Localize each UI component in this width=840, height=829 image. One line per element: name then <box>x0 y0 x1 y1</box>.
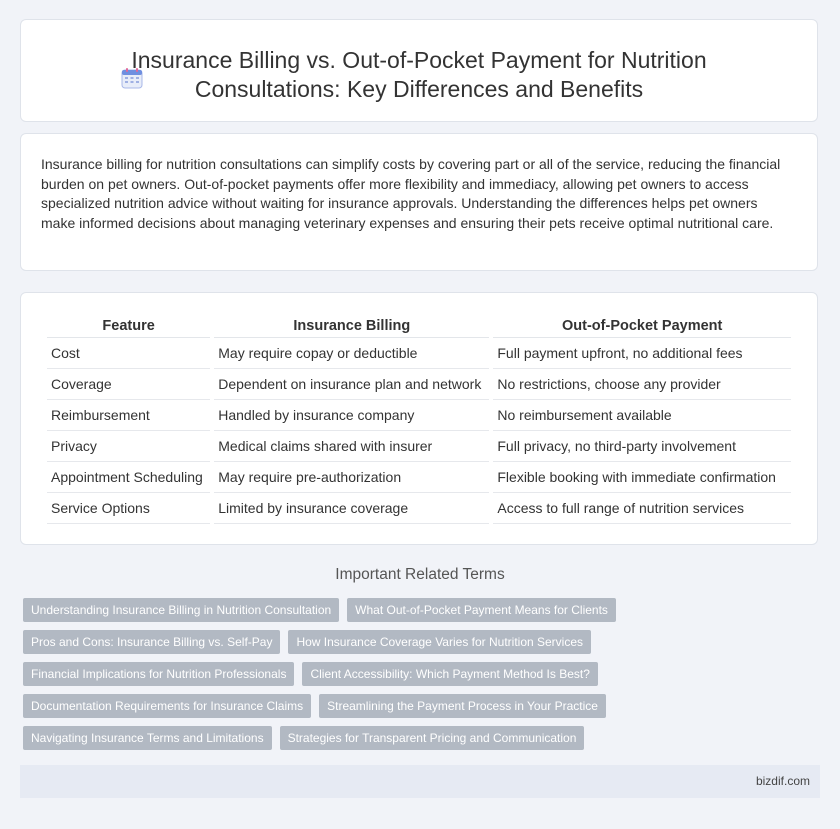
cell-out-of-pocket: Access to full range of nutrition services <box>493 493 791 524</box>
cell-feature: Cost <box>47 338 210 369</box>
table-row <box>47 338 791 369</box>
table-header-row <box>47 317 791 338</box>
title-card <box>20 19 818 122</box>
related-terms-row <box>23 662 598 686</box>
table-row <box>47 369 791 400</box>
cell-insurance: Dependent on insurance plan and network <box>214 369 489 400</box>
cell-insurance: Handled by insurance company <box>214 400 489 431</box>
header-feature: Feature <box>47 317 210 338</box>
related-term-link[interactable]: Pros and Cons: Insurance Billing vs. Self-Pay <box>23 630 280 654</box>
cell-out-of-pocket: No restrictions, choose any provider <box>493 369 791 400</box>
cell-out-of-pocket: Full privacy, no third-party involvement <box>493 431 791 462</box>
related-term-link[interactable]: Understanding Insurance Billing in Nutrition Consultation <box>23 598 339 622</box>
cell-out-of-pocket: Flexible booking with immediate confirmation <box>493 462 791 493</box>
table-row <box>47 400 791 431</box>
related-terms-row <box>23 630 591 654</box>
related-term-link[interactable]: Client Accessibility: Which Payment Method Is Best? <box>302 662 597 686</box>
page-title-line-2: Consultations: Key Differences and Benefits <box>194 76 644 102</box>
page-title <box>21 46 817 104</box>
table-row <box>47 462 791 493</box>
related-term-link[interactable]: What Out-of-Pocket Payment Means for Clients <box>347 598 616 622</box>
cell-out-of-pocket: No reimbursement available <box>493 400 791 431</box>
cell-insurance: May require copay or deductible <box>214 338 489 369</box>
table-row <box>47 431 791 462</box>
cell-insurance: Medical claims shared with insurer <box>214 431 489 462</box>
related-term-link[interactable]: Financial Implications for Nutrition Professionals <box>23 662 294 686</box>
related-terms-row <box>23 726 584 750</box>
comparison-table <box>43 317 795 524</box>
page-title-line-1: Insurance Billing vs. Out-of-Pocket Payment for Nutrition <box>131 47 707 73</box>
related-term-link[interactable]: Strategies for Transparent Pricing and Communication <box>280 726 585 750</box>
related-term-link[interactable]: Documentation Requirements for Insurance Claims <box>23 694 311 718</box>
related-terms-heading: Important Related Terms <box>335 566 505 583</box>
cell-feature: Service Options <box>47 493 210 524</box>
related-term-link[interactable]: Streamlining the Payment Process in Your Practice <box>319 694 606 718</box>
header-out-of-pocket: Out-of-Pocket Payment <box>493 317 791 338</box>
cell-feature: Appointment Scheduling <box>47 462 210 493</box>
footer-site-link[interactable]: bizdif.com <box>755 774 810 788</box>
cell-feature: Reimbursement <box>47 400 210 431</box>
footer <box>20 765 820 798</box>
cell-feature: Coverage <box>47 369 210 400</box>
cell-insurance: May require pre-authorization <box>214 462 489 493</box>
comparison-card <box>20 292 818 545</box>
header-insurance: Insurance Billing <box>214 317 489 338</box>
related-terms-row <box>23 694 606 718</box>
cell-out-of-pocket: Full payment upfront, no additional fees <box>493 338 791 369</box>
cell-feature: Privacy <box>47 431 210 462</box>
intro-card <box>20 133 818 271</box>
cell-insurance: Limited by insurance coverage <box>214 493 489 524</box>
related-term-link[interactable]: Navigating Insurance Terms and Limitations <box>23 726 272 750</box>
intro-paragraph: Insurance billing for nutrition consultations can simplify costs by covering part or all of the service, reducing the financial burden on pet owners. Out-of-pocket payments offer more flexibility and immediacy, allowing pet owners to access specialized nutrition advice without waiting for insurance approvals. Understanding the differences helps pet owners make informed decisions about managing veterinary expenses and ensuring their pets receive optimal nutritional care. <box>41 156 781 231</box>
related-terms-row <box>23 598 616 622</box>
table-row <box>47 493 791 524</box>
related-term-link[interactable]: How Insurance Coverage Varies for Nutrition Services <box>288 630 591 654</box>
